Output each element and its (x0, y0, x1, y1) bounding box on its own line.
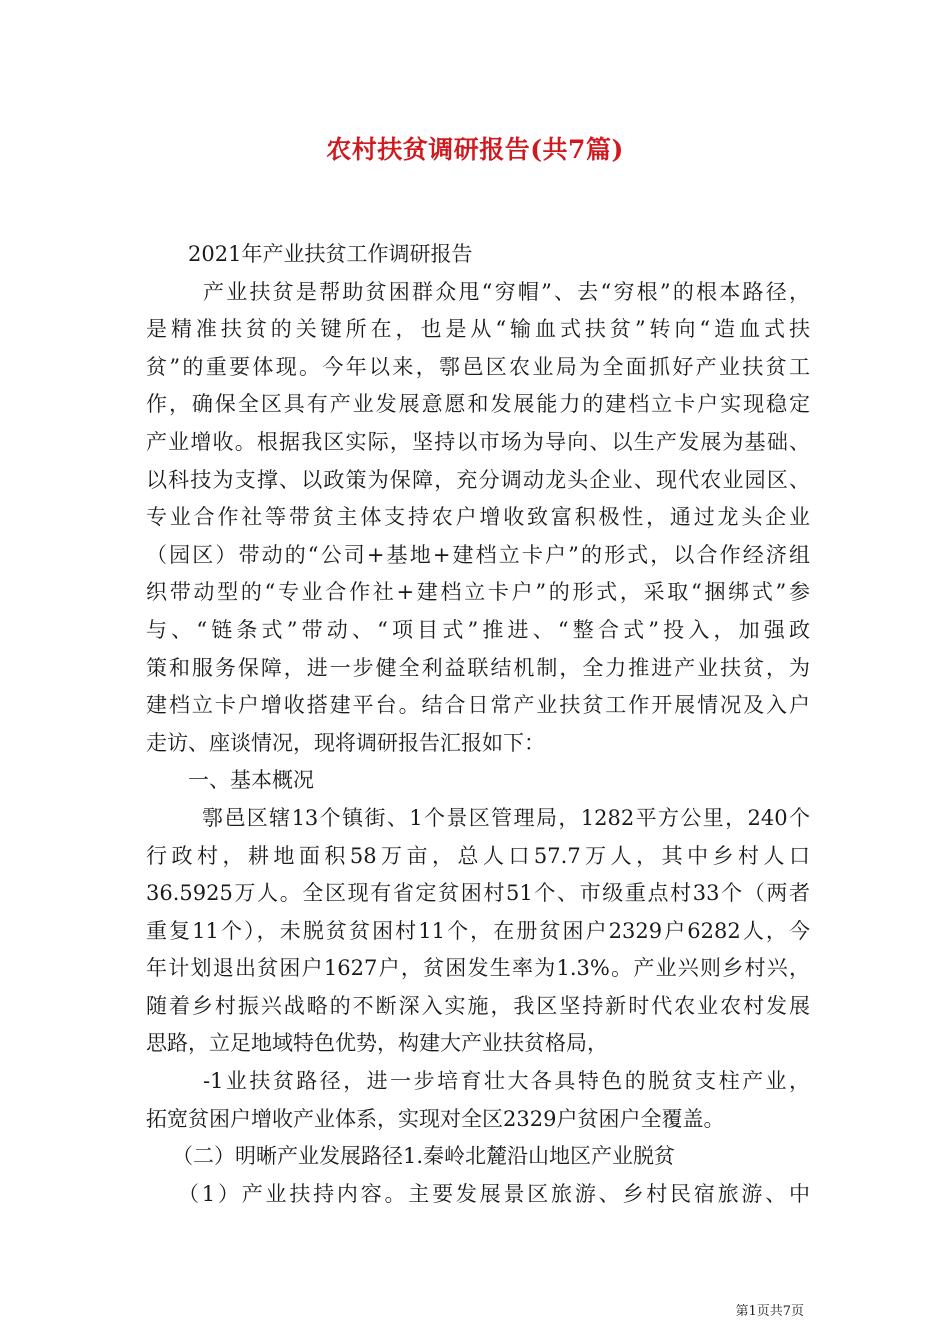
paragraph-line: 织带动型的“专业合作社+建档立卡户”的形式，采取“捆绑式”参 (146, 580, 810, 605)
paragraph-line: 专业合作社等带贫主体支持农户增收致富积极性，通过龙头企业 (146, 505, 810, 530)
document-body (146, 236, 810, 1213)
paragraph-line: 策和服务保障，进一步健全利益联结机制，全力推进产业扶贫，为 (146, 655, 810, 680)
paragraph-line: 重复11个），未脱贫贫困村11个，在册贫困户2329户6282人，今 (146, 918, 810, 943)
paragraph-line: 产业扶贫是帮助贫困群众甩“穷帽”、去“穷根”的根本路径， (203, 279, 810, 304)
paragraph-line: 走访、座谈情况，现将调研报告汇报如下： (146, 730, 545, 755)
paragraph-line: 鄠邑区辖13个镇街、1个景区管理局，1282平方公里，240个 (202, 805, 810, 830)
paragraph-line: 行政村，耕地面积58万亩，总人口57.7万人，其中乡村人口 (146, 843, 810, 868)
document-title: 农村扶贫调研报告(共7篇) (326, 135, 624, 164)
paragraph-line: 年计划退出贫困户1627户，贫困发生率为1.3%。产业兴则乡村兴， (146, 956, 810, 981)
report-subtitle: 2021年产业扶贫工作调研报告 (188, 242, 473, 266)
paragraph-line: 是精准扶贫的关键所在，也是从“输血式扶贫”转向“造血式扶 (146, 317, 810, 342)
page-number: 第1页共7页 (735, 1304, 804, 1319)
section-heading: （二）明晰产业发展路径1.秦岭北麓沿山地区产业脱贫 (172, 1144, 676, 1169)
paragraph-line: 贫”的重要体现。今年以来，鄠邑区农业局为全面抓好产业扶贫工 (146, 354, 810, 379)
paragraph-line: 产业增收。根据我区实际，坚持以市场为导向、以生产发展为基础、 (146, 429, 810, 454)
paragraph-line: 拓宽贫困户增收产业体系，实现对全区2329户贫困户全覆盖。 (146, 1106, 725, 1131)
paragraph-line: （1）产业扶持内容。主要发展景区旅游、乡村民宿旅游、中 (178, 1181, 810, 1206)
paragraph-line: 建档立卡户增收搭建平台。结合日常产业扶贫工作开展情况及入户 (146, 693, 810, 718)
section-heading: 一、基本概况 (188, 768, 314, 793)
paragraph-line: 思路，立足地域特色优势，构建大产业扶贫格局， (146, 1031, 608, 1056)
paragraph-line: 以科技为支撑、以政策为保障，充分调动龙头企业、现代农业园区、 (146, 467, 810, 492)
paragraph-line: -1业扶贫路径，进一步培育壮大各具特色的脱贫支柱产业， (203, 1069, 810, 1094)
paragraph-line: 随着乡村振兴战略的不断深入实施，我区坚持新时代农业农村发展 (146, 993, 810, 1018)
paragraph-line: 与、“链条式”带动、“项目式”推进、“整合式”投入，加强政 (146, 617, 810, 642)
paragraph-line: 36.5925万人。全区现有省定贫困村51个、市级重点村33个（两者 (146, 881, 810, 906)
paragraph-line: （园区）带动的“公司+基地+建档立卡户”的形式，以合作经济组 (146, 542, 810, 567)
paragraph-line: 作，确保全区具有产业发展意愿和发展能力的建档立卡户实现稳定 (146, 392, 810, 417)
